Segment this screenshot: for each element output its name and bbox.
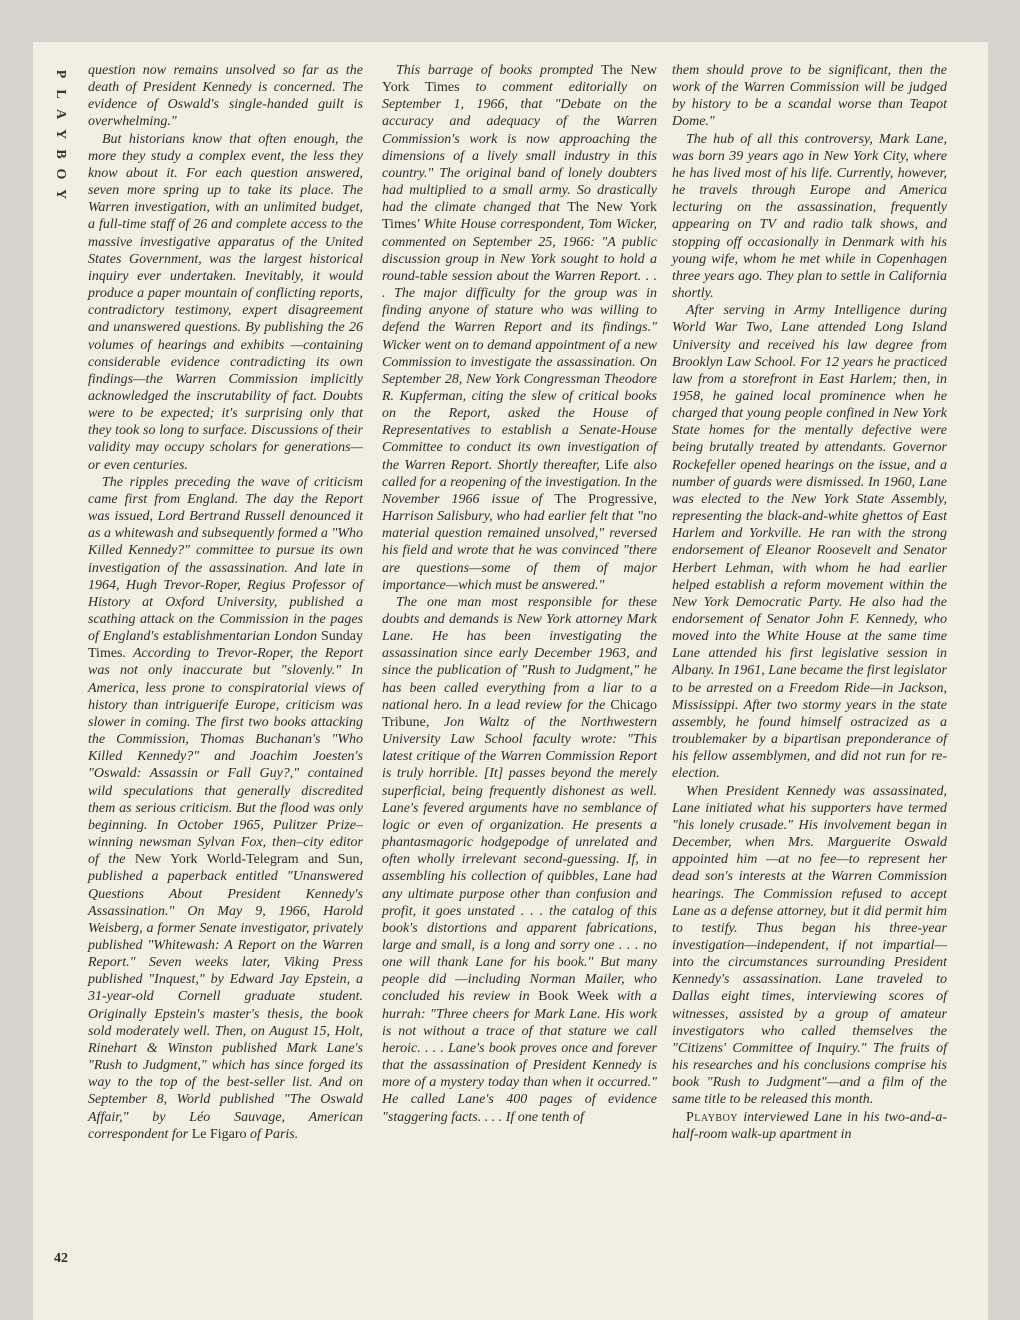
text-column-3 <box>672 62 947 1143</box>
paragraph <box>88 474 363 1143</box>
paragraph <box>672 783 947 1109</box>
publication-name: Book Week <box>538 989 609 1005</box>
text-run: The ripples preceding the wave of criticism came first from England. The day the Report was issued, Lord Bertrand Russell denounced it as a whitewash and subsequently formed a "Who Killed Kennedy?" committee to pursue its own investigation of the assassination. And late in 1964, Hugh Trevor-Roper, Regius Professor of History at Oxford University, published a scathing attack on the Commission in the pages of England's establishmentarian London <box>88 474 363 645</box>
paragraph <box>672 302 947 782</box>
publication-name: New York World-Telegram and Sun <box>134 852 360 868</box>
text-run: also called for a reopening of the investigation. In the November 1966 issue of <box>382 457 657 507</box>
logo-letter: L <box>53 89 68 99</box>
paragraph <box>672 62 947 131</box>
logo-letter: P <box>53 69 68 79</box>
text-run: . According to Trevor-Roper, the Report was not only inaccurate but "slovenly." In America, less prone to conspiratorial views of history than intriguerife Europe, criticism was slower in coming. The first two books attacking the Commission, Thomas Buchanan's "Who Killed Kennedy?" and Joachim Joesten's "Oswald: Assassin or Fall Guy?," contained wild speculations that generally discredited them as serious criticism. But the flood was only beginning. In October 1965, Pulitzer Prize–winning newsman Sylvan Fox, then–city editor of the <box>88 646 363 868</box>
logo-letter: Y <box>53 188 68 200</box>
paragraph <box>672 131 947 303</box>
text-column-1 <box>88 62 363 1143</box>
text-run: to comment editorially on September 1, 1966, that "Debate on the accuracy and adequacy of the Warren Commission's work is now approaching the dimensions of a lively small industry in this country." The original band of lonely doubters had multiplied to a small army. So drastically had the climate changed that <box>382 80 657 216</box>
magazine-name: Playboy <box>686 1109 739 1125</box>
text-run: ' White House correspondent, Tom Wicker, commented on September 25, 1966: "A public discussion group in New York sought to hold a round-table session about the Warren Report. . . . The major difficulty for the group was in finding anyone of stature who was willing to defend the Warren Report and its findings." Wicker went on to demand appointment of a new Commission to investigate the assassination. On September 28, New York Congressman Theodore R. Kupferman, citing the slew of critical books on the Report, asked the House of Representatives to establish a Senate-House Committee to conduct its own investigation of the Warren Report. Shortly thereafter, <box>382 217 657 473</box>
text-run: , Harrison Salisbury, who had earlier felt that "no material question remained unsolved," reversed his field and wrote that he was convinced "there are questions—some of them of major importance—which must be answered." <box>382 491 657 593</box>
text-run: But historians know that often enough, the more they study a complex event, the less they know about it. For each question answered, seven more spring up to take its place. The Warren investigation, with an unlimited budget, a full-time staff of 26 and complete access to the massive investigative apparatus of the United States Government, was the largest historical inquiry ever undertaken. Inevitably, it would produce a paper mountain of conflicting reports, contradictory testimony, expert disagreement and unanswered questions. By publishing the 26 volumes of hearings and exhibits —containing considerable evidence contradicting its own findings—the Warren Commission implicitly acknowledged the inscrutability of fact. Doubts were to be expected; it's surprising only that they took so long to surface. Discussions of their validity may occupy scholars for generations—or even centuries. <box>88 131 363 473</box>
paragraph <box>382 62 657 594</box>
text-run: After serving in Army Intelligence during World War Two, Lane attended Long Island University and received his law degree from Brooklyn Law School. For 12 years he practiced law from a storefront in East Harlem; then, in 1958, he gained local prominence when he charged that young people confined in New York State homes for the mentally defective were being brutally treated by attendants. Governor Rockefeller opened hearings on the issue, and a number of guards were dismissed. In 1960, Lane was elected to the New York State Assembly, representing the black-and-white ghettos of East Harlem and Yorkville. He ran with the strong endorsement of Eleanor Roosevelt and Senator Herbert Lehman, with whom he had earlier helped establish a reform movement within the New York Democratic Party. He also had the endorsement of Senator John F. Kennedy, who moved into the White House at the same time Lane attended his first legislative session in Albany. In 1961, Lane became the first legislator to be arrested on a Freedom Ride—in Jackson, Mississippi. After two stormy years in the state assembly, he found himself ostracized as a troublemaker by a bipartisan preponderance of his fellow assemblymen, and did not run for re-election. <box>672 303 947 782</box>
text-run: them should prove to be significant, then the work of the Warren Commission will be judged by history to be a scandal worse than Teapot Dome." <box>672 63 947 130</box>
paragraph <box>88 131 363 474</box>
paragraph <box>672 1109 947 1143</box>
magazine-logo <box>50 64 70 204</box>
text-run: This barrage of books prompted <box>396 63 601 78</box>
publication-name: The New York Times <box>382 63 657 96</box>
paragraph <box>88 62 363 131</box>
text-run: with a hurrah: "Three cheers for Mark Lane. His work is not without a trace of that stature we call heroic. . . . Lane's book proves once and forever that the assassination of President Kennedy is more of a mystery today than when it occurred." He called Lane's 400 pages of evidence "staggering facts. . . . If one tenth of <box>382 989 657 1125</box>
publication-name: Sunday Times <box>88 629 363 662</box>
page-number: 42 <box>54 1251 68 1266</box>
publication-name: The New York Times <box>382 200 657 233</box>
publication-name: Chicago Tribune <box>382 697 657 730</box>
paragraph <box>382 594 657 1126</box>
text-run: The hub of all this controversy, Mark Lane, was born 39 years ago in New York City, where he has lived most of his life. Currently, however, he travels through Europe and America lecturing on the assassination, frequently appearing on TV and radio talk shows, and stopping off occasionally in Denmark with his young wife, whom he met while in Copenhagen three years ago. They plan to settle in California shortly. <box>672 131 947 302</box>
logo-letter: O <box>53 168 68 180</box>
text-run: of Paris. <box>246 1126 299 1142</box>
text-run: , published a paperback entitled "Unanswered Questions About President Kennedy's Assassination." On May 9, 1966, Harold Weisberg, a former Senate investigator, privately published "Whitewash: A Report on the Warren Report." Seven weeks later, Viking Press published "Inquest," by Edward Jay Epstein, a 31-year-old Cornell graduate student. Originally Epstein's master's thesis, the book sold moderately well. Then, on August 15, Holt, Rinehart & Winston published Mark Lane's "Rush to Judgment," which has since forged its way to the top of the best-seller list. And on September 8, World published "The Oswald Affair," by Léo Sauvage, American correspondent for <box>88 852 363 1142</box>
text-run: , Jon Waltz of the Northwestern University Law School faculty wrote: "This latest critique of the Warren Commission Report is truly horrible. [It] passes beyond the merely superficial, being frequently dishonest as well. Lane's fevered arguments have no semblance of logic or even of organization. He presents a phantasmagoric hodgepodge of unrelated and often wholly irrelevant second-guessing. If, in assembling his collection of quibbles, Lane had any ultimate purpose other than confusion and profit, it goes unstated . . . the catalog of this book's distortions and apparent fabrications, large and small, is a long and sorry one . . . no one will thank Lane for his book." But many people did —including Norman Mailer, who concluded his review in <box>382 714 657 1005</box>
text-column-2 <box>382 62 657 1126</box>
publication-name: Le Figaro <box>191 1126 247 1142</box>
text-run: When President Kennedy was assassinated, Lane initiated what his supporters have termed "his lonely crusade." His involvement began in December, when Mrs. Marguerite Oswald appointed him —at no fee—to represent her dead son's interests at the Warren Commission hearings. The Commission refused to accept Lane as a defense attorney, but it did permit him to testify. Thus began his three-year investigation—independent, if not impartial—into the circumstances surrounding President Kennedy's assassination. Lane traveled to Dallas eight times, interviewing scores of witnesses, assisted by a group of amateur investigators who called themselves the "Citizens' Committee of Inquiry." The fruits of his researches and his conclusions comprise his book "Rush to Judgment"—and a film of the same title to be released this month. <box>672 783 947 1108</box>
logo-letter: Y <box>53 128 68 140</box>
text-run: interviewed Lane in his two-and-a-half-room walk-up apartment in <box>672 1109 947 1142</box>
text-run: The one man most responsible for these doubts and demands is New York attorney Mark Lane. He has been investigating the assassination since early December 1963, and since the publication of "Rush to Judgment," he has been called everything from a liar to a national hero. In a lead review for the <box>382 594 657 713</box>
text-run: question now remains unsolved so far as the death of President Kennedy is concerned. The evidence of Oswald's single-handed guilt is overwhelming." <box>88 63 363 130</box>
logo-letter: B <box>53 149 68 159</box>
publication-name: The Progressive <box>554 491 654 507</box>
publication-name: Life <box>605 457 629 473</box>
logo-letter: A <box>53 108 68 120</box>
